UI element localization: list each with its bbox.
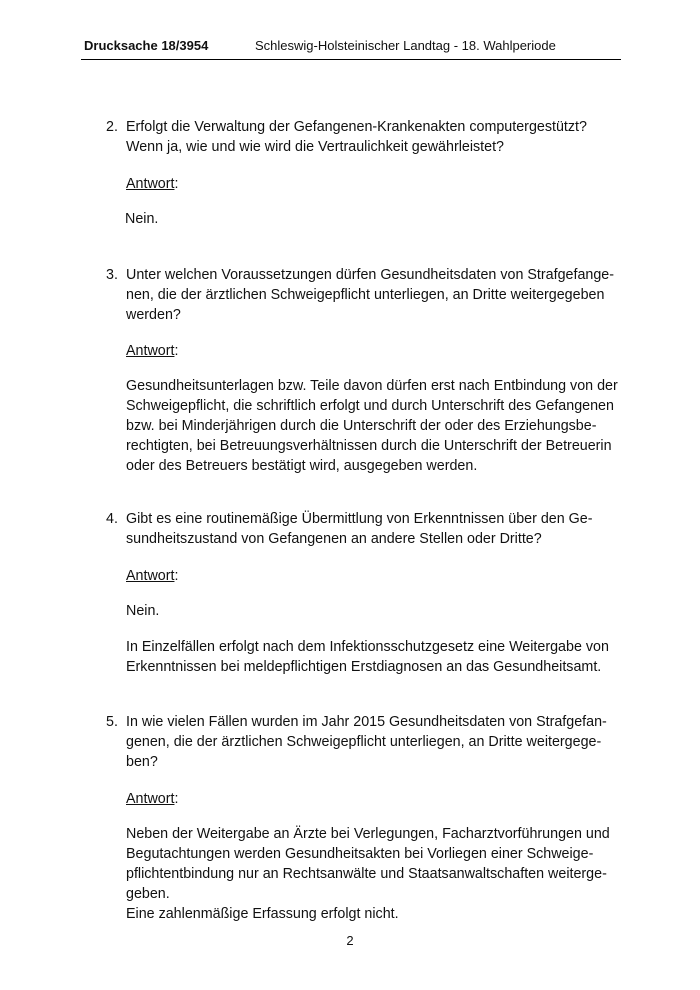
- question-line: In wie vielen Fällen wurden im Jahr 2015 Gesundheitsdaten von Strafgefan-: [126, 714, 607, 730]
- answer-line: Erkenntnissen bei meldepflichtigen Erstdiagnosen an das Gesundheitsamt.: [126, 659, 602, 675]
- question-line: Gibt es eine routinemäßige Übermittlung von Erkenntnissen über den Ge-: [126, 511, 593, 527]
- answer-line: oder des Betreuers bestätigt wird, ausgegeben werden.: [126, 458, 478, 474]
- answer-line: Eine zahlenmäßige Erfassung erfolgt nicht.: [126, 906, 399, 922]
- answer-paragraph: [126, 601, 159, 621]
- question-text: [126, 509, 593, 549]
- question-text: [126, 712, 607, 772]
- answer-line: pflichtentbindung nur an Rechtsanwälte und Staatsanwaltschaften weiterge-: [126, 866, 607, 882]
- question-line: nen, die der ärztlichen Schweigepflicht unterliegen, an Dritte weitergegeben: [126, 287, 605, 303]
- question-line: Wenn ja, wie und wie wird die Vertraulichkeit gewährleistet?: [126, 139, 505, 155]
- question-number: 5.: [106, 714, 118, 730]
- answer-line: Neben der Weitergabe an Ärzte bei Verlegungen, Facharztvorführungen und: [126, 826, 610, 842]
- question-number: 4.: [106, 511, 118, 527]
- answer-line: bzw. bei Minderjährigen durch die Unterschrift der oder des Erziehungsbe-: [126, 418, 597, 434]
- answer-paragraph: [126, 637, 609, 677]
- question-number: 2.: [106, 119, 118, 135]
- question-line: Unter welchen Voraussetzungen dürfen Gesundheitsdaten von Strafgefange-: [126, 267, 615, 283]
- answer-label: Antwort:: [126, 343, 179, 359]
- answer-line: Gesundheitsunterlagen bzw. Teile davon dürfen erst nach Entbindung von der: [126, 378, 618, 394]
- answer-line: geben.: [126, 886, 170, 902]
- answer-label: Antwort:: [126, 791, 179, 807]
- parliament-name: Schleswig-Holsteinischer Landtag - 18. Wahlperiode: [255, 38, 556, 53]
- answer-paragraph: [125, 209, 158, 229]
- question-number: 3.: [106, 267, 118, 283]
- answer-line: In Einzelfällen erfolgt nach dem Infektionsschutzgesetz eine Weitergabe von: [126, 639, 609, 655]
- answer-line: rechtigten, bei Betreuungsverhältnissen durch die Unterschrift der Betreuerin: [126, 438, 612, 454]
- header-rule: [81, 59, 621, 60]
- question-line: werden?: [126, 307, 181, 323]
- document-number: Drucksache 18/3954: [84, 38, 209, 53]
- answer-line: Nein.: [125, 211, 159, 227]
- question-line: Erfolgt die Verwaltung der Gefangenen-Krankenakten computergestützt?: [126, 119, 587, 135]
- question-line: ben?: [126, 754, 158, 770]
- answer-label: Antwort:: [126, 568, 179, 584]
- page-header: [81, 38, 621, 60]
- answer-label: Antwort:: [126, 176, 179, 192]
- question-text: [126, 265, 614, 325]
- answer-line: Nein.: [126, 603, 160, 619]
- answer-line: Begutachtungen werden Gesundheitsakten bei Vorliegen einer Schweige-: [126, 846, 594, 862]
- answer-paragraph: [126, 376, 618, 476]
- question-line: genen, die der ärztlichen Schweigepflicht unterliegen, an Dritte weitergege-: [126, 734, 602, 750]
- question-text: [126, 117, 587, 157]
- answer-line: Schweigepflicht, die schriftlich erfolgt und durch Unterschrift des Gefangenen: [126, 398, 614, 414]
- answer-paragraph: [126, 824, 610, 924]
- question-line: sundheitszustand von Gefangenen an andere Stellen oder Dritte?: [126, 531, 542, 547]
- page-number: 2: [346, 933, 354, 948]
